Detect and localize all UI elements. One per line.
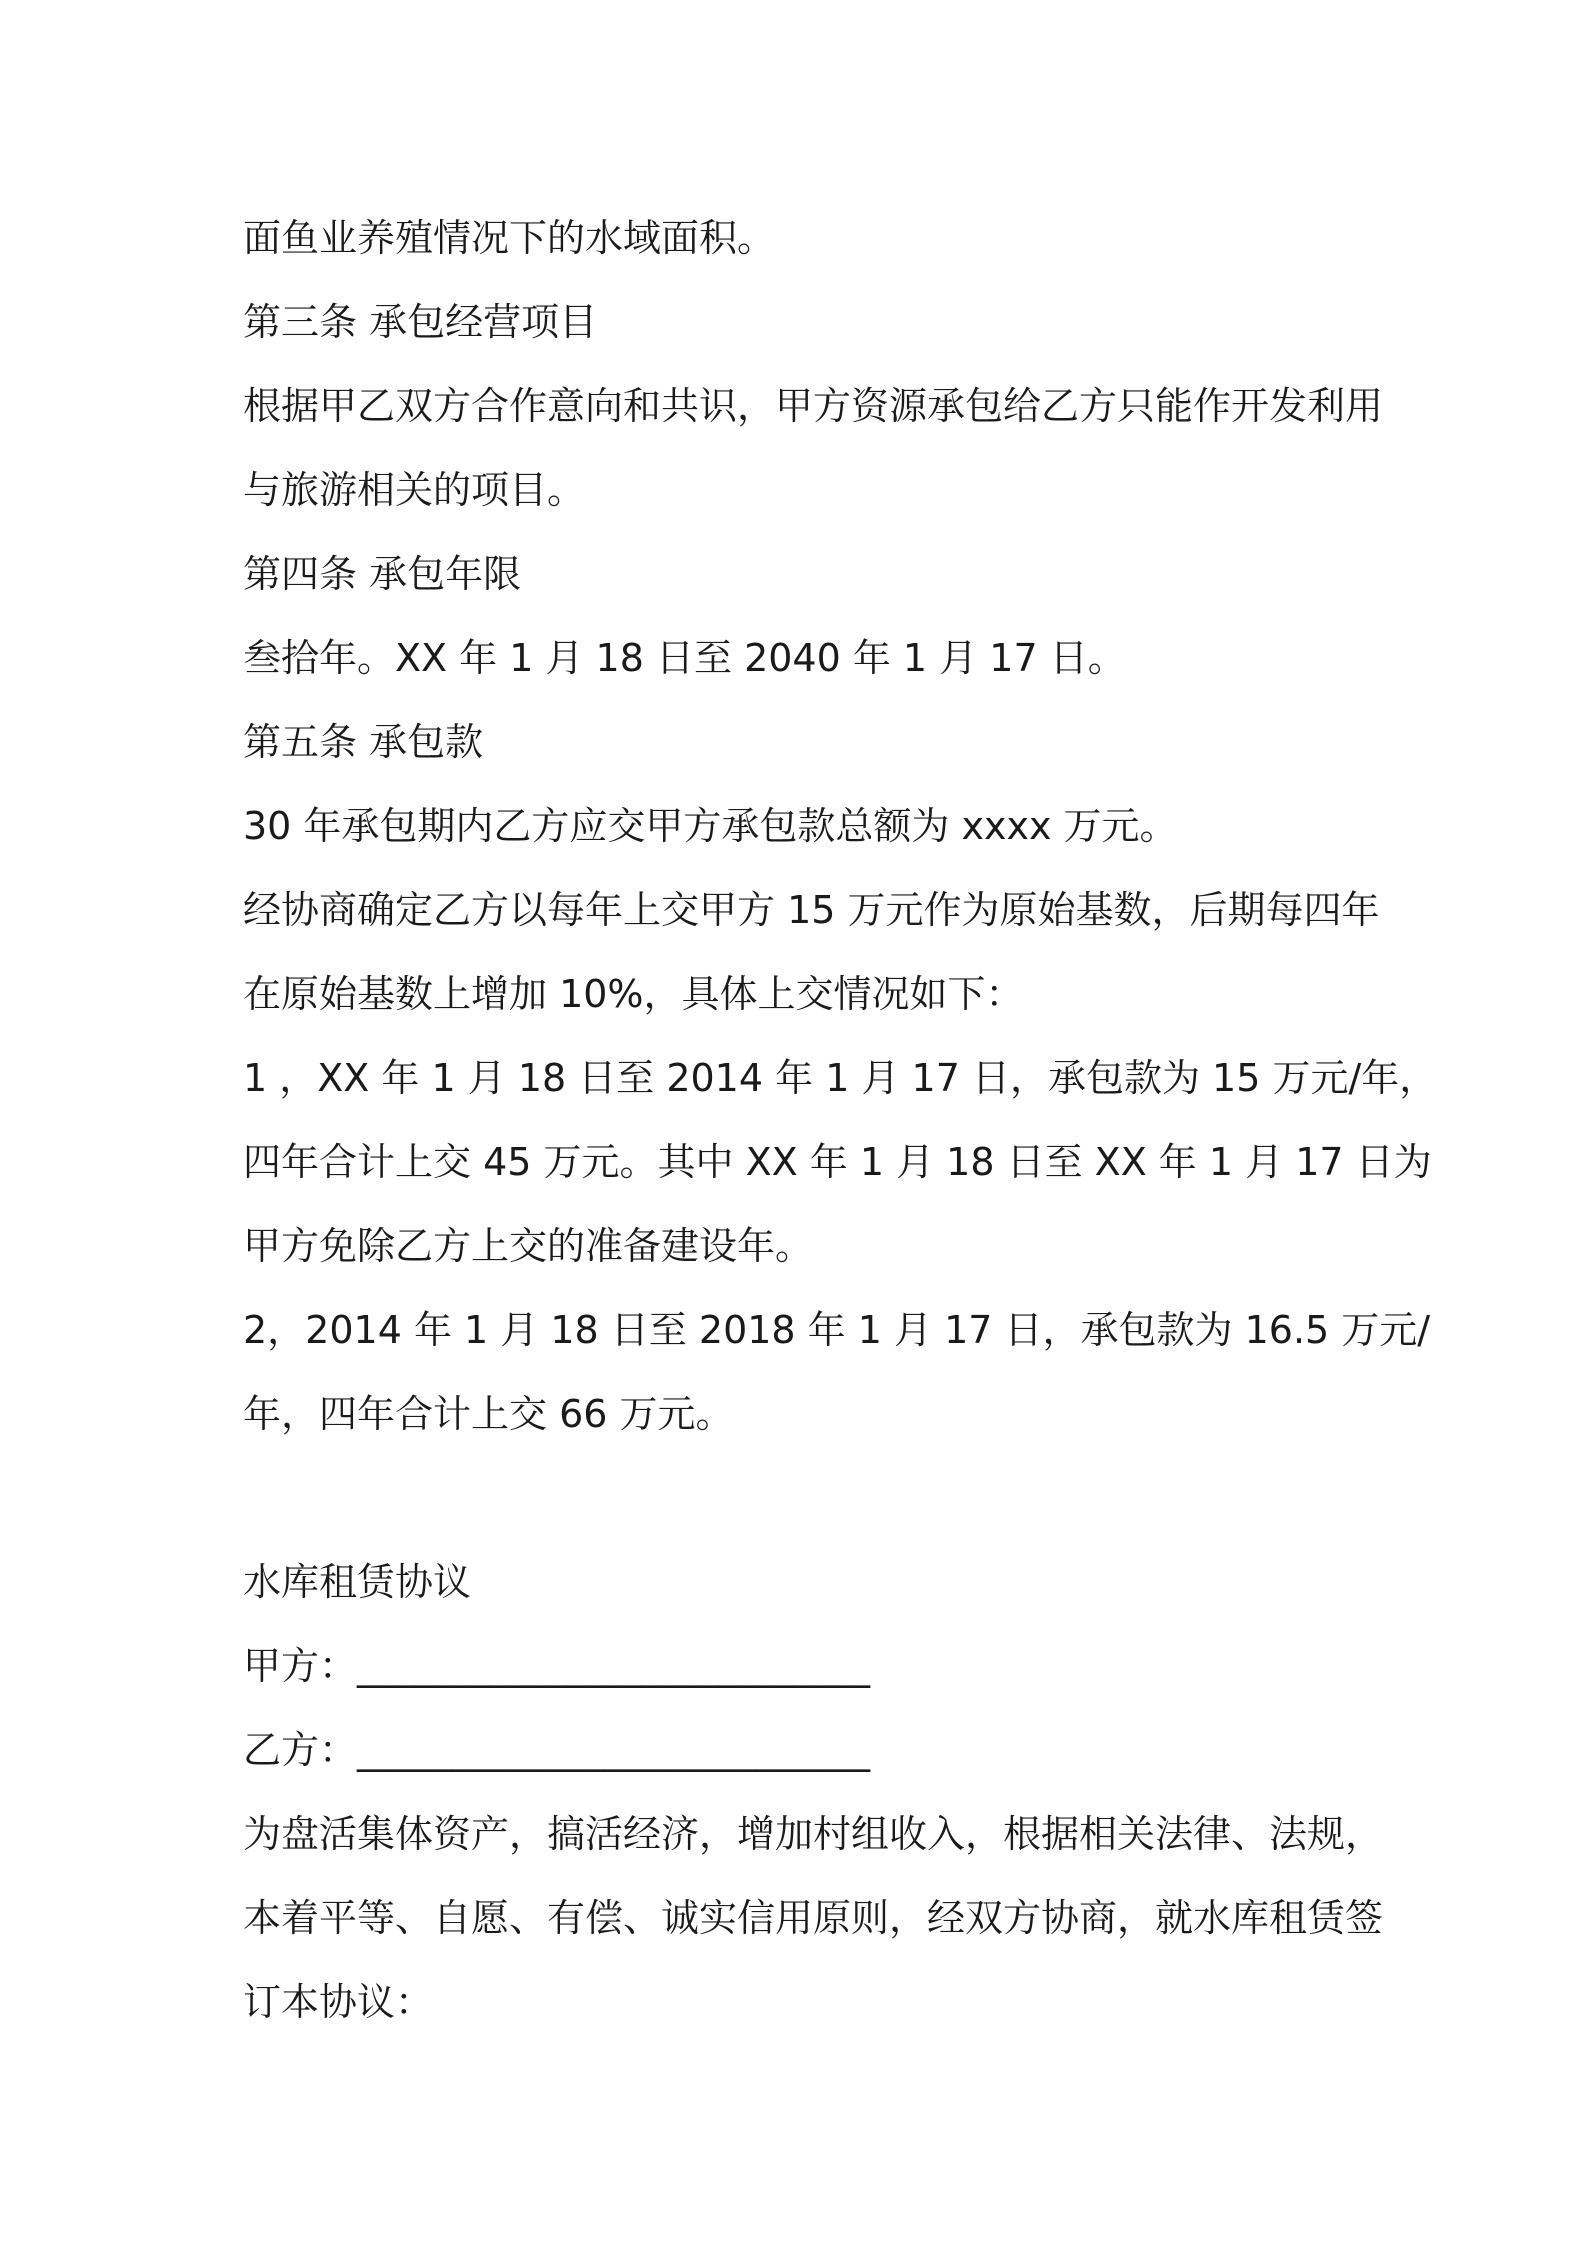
- text-line: 在原始基数上增加 10%，具体上交情况如下：: [243, 972, 1024, 1016]
- party-b-line: 乙方：___________________________: [243, 1728, 871, 1772]
- text-line: 2，2014 年 1 月 18 日至 2018 年 1 月 17 日，承包款为 16.5 万元/: [243, 1308, 1431, 1352]
- text-line: 30 年承包期内乙方应交甲方承包款总额为 xxxx 万元。: [243, 804, 1178, 848]
- text-line: 经协商确定乙方以每年上交甲方 15 万元作为原始基数，后期每四年: [243, 888, 1380, 932]
- article-heading: 第四条 承包年限: [243, 552, 522, 596]
- text-line: 甲方免除乙方上交的准备建设年。: [243, 1224, 814, 1268]
- section-gap: [243, 1456, 1363, 1540]
- article-heading: 第五条 承包款: [243, 720, 484, 764]
- text-line: 根据甲乙双方合作意向和共识，甲方资源承包给乙方只能作开发利用: [243, 384, 1384, 428]
- article-heading: 第三条 承包经营项目: [243, 300, 598, 344]
- text-line: 叁拾年。XX 年 1 月 18 日至 2040 年 1 月 17 日。: [243, 636, 1126, 680]
- text-line: 本着平等、自愿、有偿、诚实信用原则，经双方协商，就水库租赁签: [243, 1896, 1384, 1940]
- text-line: 四年合计上交 45 万元。其中 XX 年 1 月 18 日至 XX 年 1 月 17 日为: [243, 1140, 1432, 1184]
- text-line: 1 ，XX 年 1 月 18 日至 2014 年 1 月 17 日，承包款为 15 万元/年，: [243, 1056, 1438, 1100]
- document-body: [243, 196, 1438, 2044]
- text-line: 与旅游相关的项目。: [243, 468, 586, 512]
- text-line: 面鱼业养殖情况下的水域面积。: [243, 216, 776, 260]
- text-line: 订本协议：: [243, 1980, 434, 2024]
- party-a-line: 甲方：___________________________: [243, 1644, 871, 1688]
- agreement-title: 水库租赁协议: [243, 1560, 472, 1604]
- text-line: 年，四年合计上交 66 万元。: [243, 1392, 734, 1436]
- text-line: 为盘活集体资产，搞活经济，增加村组收入，根据相关法律、法规，: [243, 1812, 1384, 1856]
